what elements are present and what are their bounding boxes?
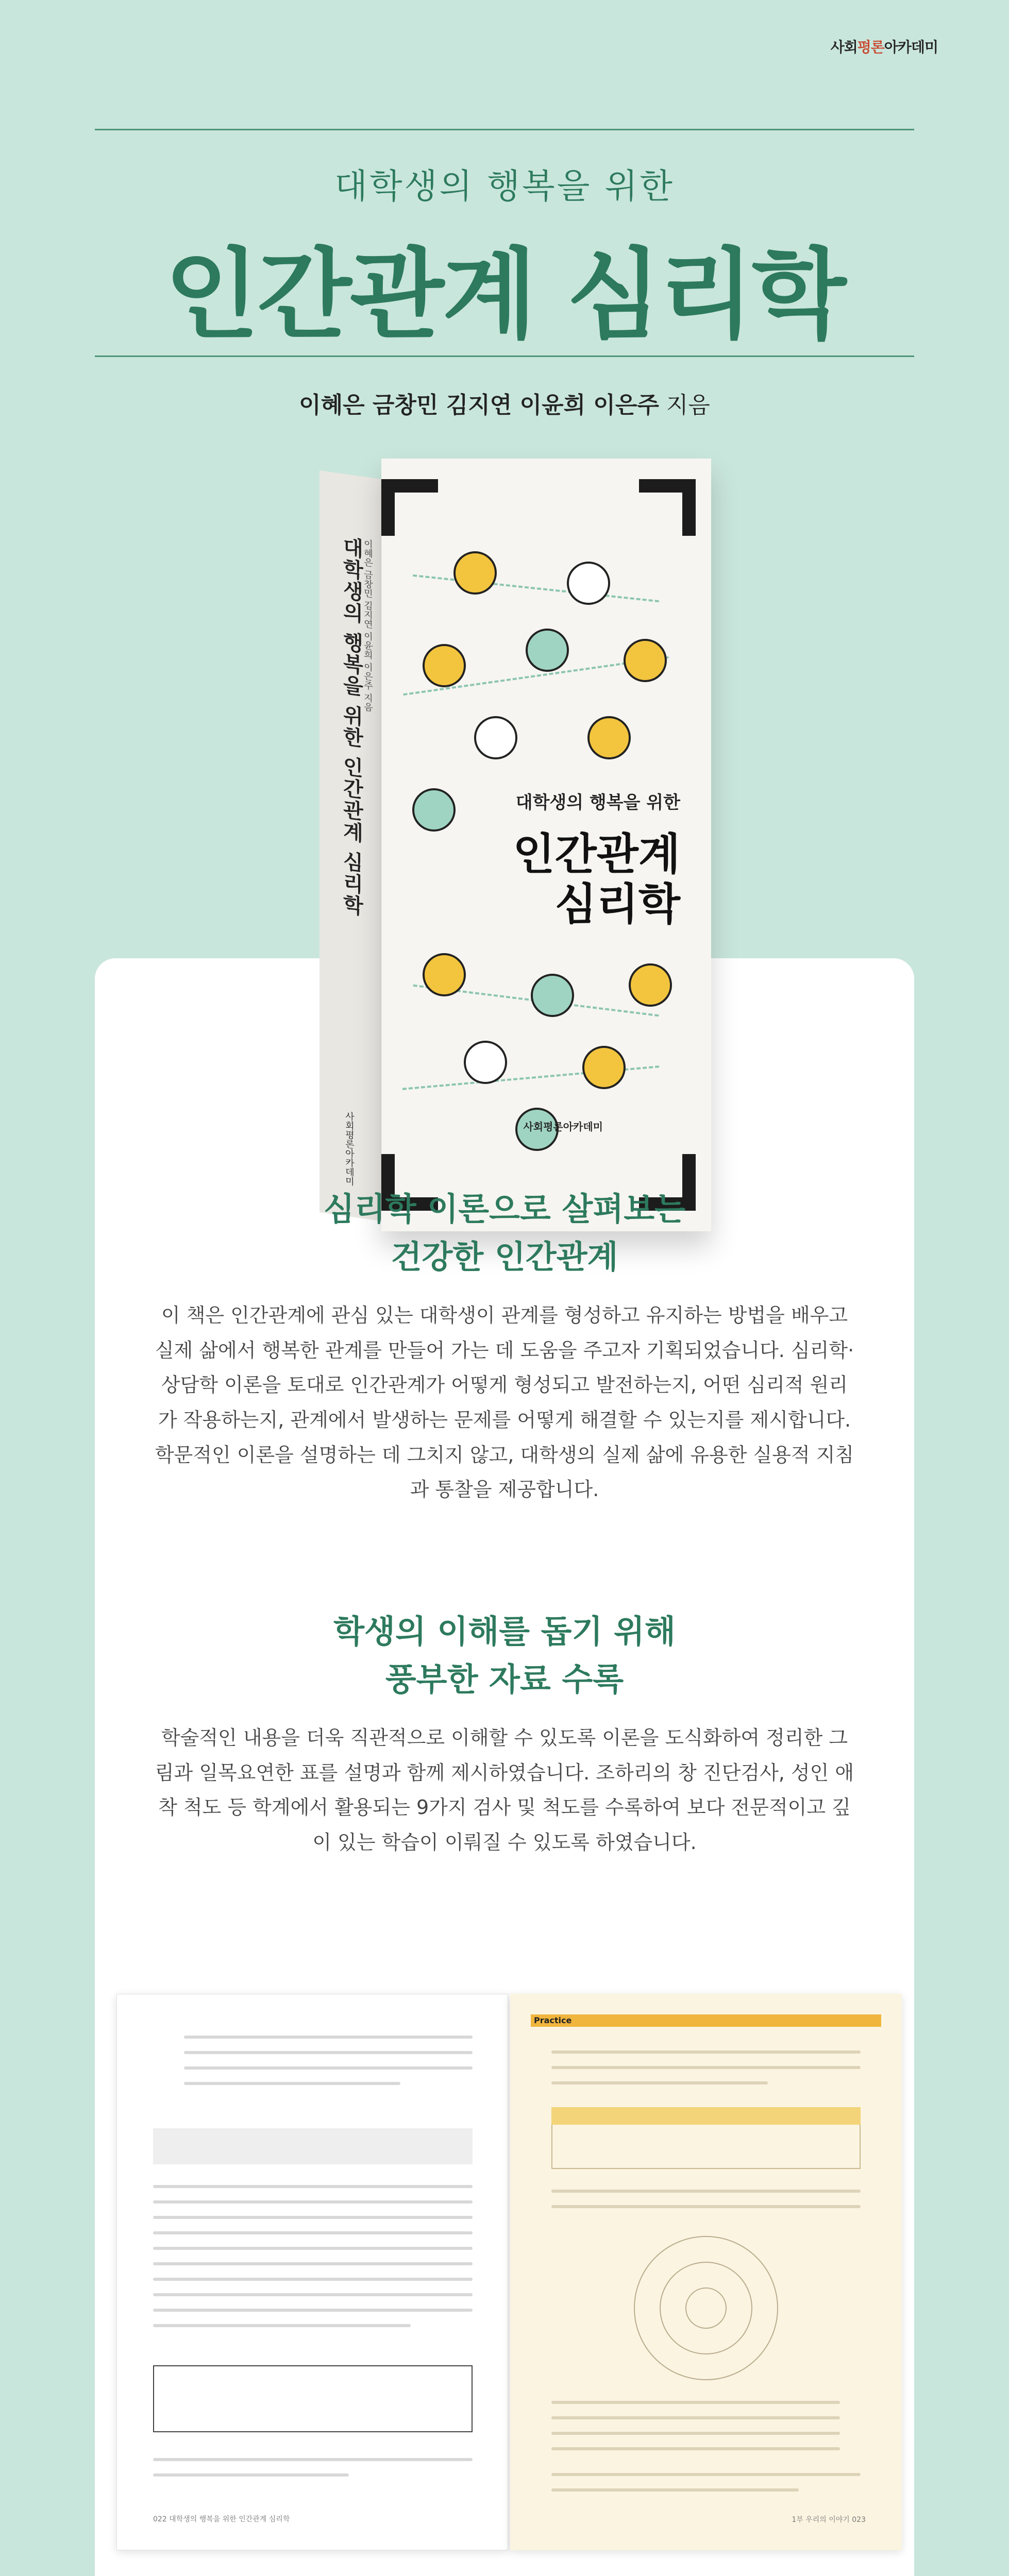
text-line: [153, 2231, 473, 2234]
book-subtitle: 대학생의 행복을 위한: [334, 166, 675, 206]
section-title: [0, 1185, 1009, 1281]
face-illustration-icon: [582, 1046, 626, 1089]
face-illustration-icon: [531, 974, 574, 1017]
author-suffix: 지음: [659, 392, 710, 418]
text-line: [551, 2081, 768, 2084]
text-line: [551, 2447, 840, 2450]
publisher-logo: [831, 36, 938, 57]
author-line: [0, 386, 1009, 419]
practice-label: Practice: [534, 2015, 572, 2025]
publisher-logo-suffix: 아카데미: [884, 39, 938, 56]
spine-publisher-prefix: 사회: [344, 1110, 355, 1131]
section-title-line: 풍부한 자료 수록: [385, 1660, 624, 1698]
author-names: 이혜은 금창민 김지연 이윤희 이은주: [299, 392, 659, 418]
face-illustration-icon: [587, 716, 631, 759]
face-illustration-icon: [412, 788, 456, 832]
corner-mark: [639, 479, 696, 536]
spine-publisher-accent: 평론: [344, 1129, 355, 1149]
text-line: [551, 2050, 861, 2054]
face-illustration-icon: [423, 644, 466, 687]
text-line: [551, 2432, 840, 2435]
spine-authors: 이혜은 금창민 김지연 이윤희 이은주 지음: [362, 538, 373, 713]
face-illustration-icon: [567, 562, 610, 605]
section-title-line: 심리학 이론으로 살펴보는: [324, 1190, 685, 1228]
book-front: [381, 459, 711, 1231]
sample-page-left: [116, 1994, 508, 2550]
circle-diagram: [685, 2287, 727, 2329]
practice-table-header: [551, 2107, 861, 2125]
cover-publisher: [523, 1118, 603, 1133]
section-title: [0, 1607, 1009, 1703]
text-line: [184, 2051, 473, 2054]
face-illustration-icon: [526, 629, 569, 672]
face-illustration-icon: [474, 716, 517, 759]
text-line: [184, 2066, 473, 2070]
text-line: [153, 2293, 473, 2296]
face-illustration-icon: [624, 639, 667, 682]
page-footer: 022 대학생의 행복을 위한 인간관계 심리학: [153, 2515, 290, 2523]
section-title-line: 건강한 인간관계: [391, 1238, 618, 1276]
text-line: [184, 2082, 400, 2085]
spine-title: 대학생의 행복을 위한 인간관계 심리학: [340, 535, 363, 918]
book-spine: [319, 470, 381, 1221]
cover-title: [513, 829, 680, 929]
spine-publisher: [342, 1110, 356, 1187]
text-line: [551, 2473, 861, 2476]
text-line: [551, 2205, 861, 2208]
face-illustration-icon: [464, 1041, 507, 1084]
publisher-logo-prefix: 사회: [830, 39, 857, 56]
text-line: [551, 2416, 840, 2419]
cover-title-line: 심리학: [554, 878, 680, 929]
text-line: [153, 2473, 349, 2477]
face-illustration-icon: [453, 551, 497, 595]
text-line: [153, 2247, 473, 2250]
cover-subtitle: 대학생의 행복을 위한: [515, 792, 680, 813]
text-line: [153, 2458, 473, 2461]
section-body: 학술적인 내용을 더욱 직관적으로 이해할 수 있도록 이론을 도식화하여 정리한 그림과 일목요연한 표를 설명과 함께 제시하였습니다. 조하리의 창 진단검사, 성인 애착 척도 등 학계에서 활용되는 9가지 검사 및 척도를 수록하여 보다 전문적이고 깊이 있는 학습이 이뤄질 수 있도록 하였습니다.: [155, 1726, 854, 1854]
cover-publisher-suffix: 아카데미: [563, 1121, 603, 1133]
practice-header-bar: [531, 2014, 881, 2027]
sample-page-right: [510, 1994, 902, 2550]
face-illustration-icon: [423, 953, 466, 996]
text-line: [153, 2262, 473, 2265]
page-footer: 1부 우리의 이야기 023: [792, 2516, 866, 2524]
cover-publisher-prefix: 사회: [523, 1121, 544, 1133]
text-line: [551, 2190, 861, 2193]
text-line: [551, 2401, 840, 2404]
text-line: [153, 2185, 473, 2188]
text-line: [153, 2278, 473, 2281]
divider: [95, 129, 914, 130]
dashed-path: [413, 574, 659, 602]
text-line: [153, 2216, 473, 2219]
case-box: [153, 2128, 473, 2164]
publisher-logo-accent: 평론: [857, 39, 884, 56]
corner-mark: [381, 479, 438, 536]
face-illustration-icon: [629, 963, 672, 1007]
text-line: [551, 2066, 861, 2069]
text-line: [153, 2200, 473, 2204]
text-line: [551, 2488, 799, 2492]
cover-title-line: 인간관계: [513, 829, 680, 879]
divider: [95, 355, 914, 357]
text-line: [184, 2036, 473, 2039]
note-box: [153, 2365, 473, 2432]
cover-publisher-accent: 평론: [543, 1121, 563, 1133]
spine-publisher-suffix: 아카데미: [344, 1147, 355, 1187]
text-line: [153, 2309, 473, 2312]
section-title-line: 학생의 이해를 돕기 위해: [333, 1613, 676, 1650]
text-line: [153, 2324, 411, 2327]
book-title: 인간관계 심리학: [164, 238, 845, 352]
section-body: 이 책은 인간관계에 관심 있는 대학생이 관계를 형성하고 유지하는 방법을 배우고 실제 삶에서 행복한 관계를 만들어 가는 데 도움을 주고자 기획되었습니다. 심리학·상담학 이론을 토대로 인간관계가 어떻게 형성되고 발전하는지, 어떤 심리적 원리가 작용하는지, 관계에서 발생하는 문제를 어떻게 해결할 수 있는지를 제시합니다. 학문적인 이론을 설명하는 데 그치지 않고, 대학생의 실제 삶에 유용한 실용적 지침과 통찰을 제공합니다.: [155, 1304, 854, 1501]
book-cover-image: [319, 459, 711, 1247]
